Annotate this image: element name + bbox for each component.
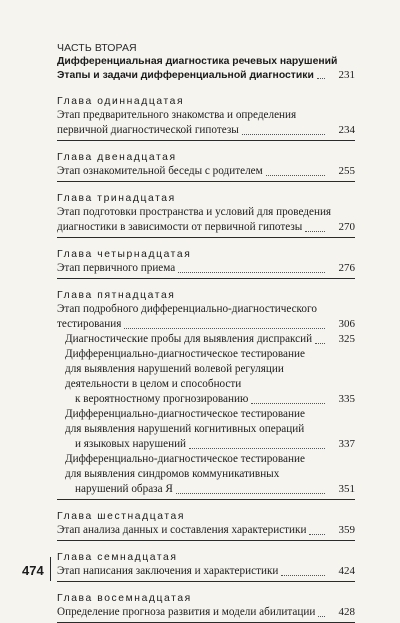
chapter-entry [57, 592, 355, 623]
subsection-title-row [65, 437, 355, 452]
dot-leader [305, 231, 325, 232]
subsection-title-row [65, 332, 355, 347]
dot-leader [189, 448, 325, 449]
part-entry-page: 231 [338, 68, 355, 81]
dot-leader [266, 175, 325, 176]
subsection-title-line: для выявления нарушений когнитивных операций [65, 423, 305, 435]
chapter-title-page: 270 [338, 221, 355, 233]
subsection-title-text: и языковых нарушений [75, 438, 187, 450]
subsection-title-text: к вероятностному прогнозированию [75, 393, 249, 405]
chapter-title-row [57, 123, 355, 138]
chapter-title-text: Определение прогноза развития и модели абилитации [57, 606, 316, 618]
chapter-entry [57, 510, 355, 541]
chapter-heading: Глава шестнадцатая [57, 511, 186, 522]
subsection-entry [57, 452, 355, 497]
chapter-heading: Глава двенадцатая [57, 152, 177, 163]
subsection-title-line: для выявления синдромов коммуникативных [65, 468, 280, 480]
dot-leader [317, 78, 325, 79]
subsection-title-line: Дифференциально-диагностическое тестирование [65, 453, 305, 465]
dot-leader [315, 343, 325, 344]
page-number-divider [50, 557, 51, 581]
subsection-title-line: деятельности в целом и способности [65, 378, 242, 390]
chapter-heading: Глава одиннадцатая [57, 96, 185, 107]
subsection-title-row [65, 482, 355, 497]
dot-leader [281, 575, 325, 576]
dot-leader [318, 616, 325, 617]
dot-leader [309, 534, 325, 535]
chapter-entry [57, 248, 355, 279]
chapter-title-row [57, 164, 355, 179]
chapter-title-text: диагностики в зависимости от первичной гипотезы [57, 221, 303, 233]
dot-leader [178, 272, 325, 273]
chapter-heading: Глава четырнадцатая [57, 249, 192, 260]
subsection-title-page: 337 [338, 438, 355, 450]
subsection-entry [57, 407, 355, 452]
dot-leader [176, 493, 325, 494]
chapter-title-page: 424 [338, 565, 355, 577]
subsection-entry [57, 332, 355, 347]
chapter-heading: Глава тринадцатая [57, 193, 176, 204]
subsection-title-line: для выявления нарушений волевой регуляции [65, 363, 284, 375]
chapter-entry [57, 192, 355, 238]
dot-leader [242, 134, 325, 135]
part-title: Дифференциальная диагностика речевых нарушений [57, 56, 338, 67]
chapter-title-page: 359 [338, 524, 355, 536]
chapter-title-row [57, 261, 355, 276]
chapter-entry [57, 551, 355, 582]
chapter-heading: Глава восемнадцатая [57, 593, 192, 604]
chapter-title-page: 255 [338, 165, 355, 177]
chapter-title-page: 234 [338, 124, 355, 136]
chapter-title-page: 306 [338, 318, 355, 330]
subsection-title-text: нарушений образа Я [75, 483, 173, 495]
chapter-heading: Глава пятнадцатая [57, 290, 176, 301]
subsection-entry [57, 347, 355, 407]
part-entry-text: Этапы и задачи дифференциальной диагностики [57, 69, 314, 81]
chapter-title-line: Этап подробного дифференциально-диагностического [57, 303, 317, 315]
dot-leader [251, 403, 325, 404]
subsection-title-line: Дифференциально-диагностическое тестирование [65, 348, 305, 360]
subsection-title-page: 351 [338, 483, 355, 495]
chapter-title-line: Этап предварительного знакомства и определения [57, 109, 297, 121]
subsection-title-line: Дифференциально-диагностическое тестирование [65, 408, 305, 420]
dot-leader [124, 328, 325, 329]
chapter-title-row [57, 605, 355, 620]
subsection-title-row [65, 392, 355, 407]
chapter-heading: Глава семнадцатая [57, 552, 178, 563]
chapter-title-row [57, 523, 355, 538]
chapter-title-text: Этап первичного приема [57, 262, 176, 274]
chapter-title-text: Этап написания заключения и характеристики [57, 565, 279, 577]
chapter-title-text: Этап анализа данных и составления характеристики [57, 524, 307, 536]
chapter-entry [57, 95, 355, 141]
chapter-title-row [57, 220, 355, 235]
part-label: ЧАСТЬ ВТОРАЯ [57, 42, 137, 54]
chapter-title-page: 276 [338, 262, 355, 274]
chapter-title-text: Этап ознакомительной беседы с родителем [57, 165, 263, 177]
table-of-contents [57, 42, 355, 623]
chapter-title-text: первичной диагностической гипотезы [57, 124, 239, 136]
chapter-title-row [57, 317, 355, 332]
chapter-entry [57, 289, 355, 500]
chapter-entry [57, 151, 355, 182]
subsection-title-page: 325 [338, 333, 355, 345]
chapter-list [57, 95, 355, 623]
subsection-title-page: 335 [338, 393, 355, 405]
part-entry [57, 69, 355, 83]
chapter-title-line: Этап подготовки пространства и условий для проведения [57, 206, 332, 218]
subsection-title-text: Диагностические пробы для выявления диспраксий [65, 333, 313, 345]
page-number: 474 [22, 563, 44, 578]
chapter-title-page: 428 [338, 606, 355, 618]
chapter-title-row [57, 564, 355, 579]
chapter-title-text: тестирования [57, 318, 122, 330]
